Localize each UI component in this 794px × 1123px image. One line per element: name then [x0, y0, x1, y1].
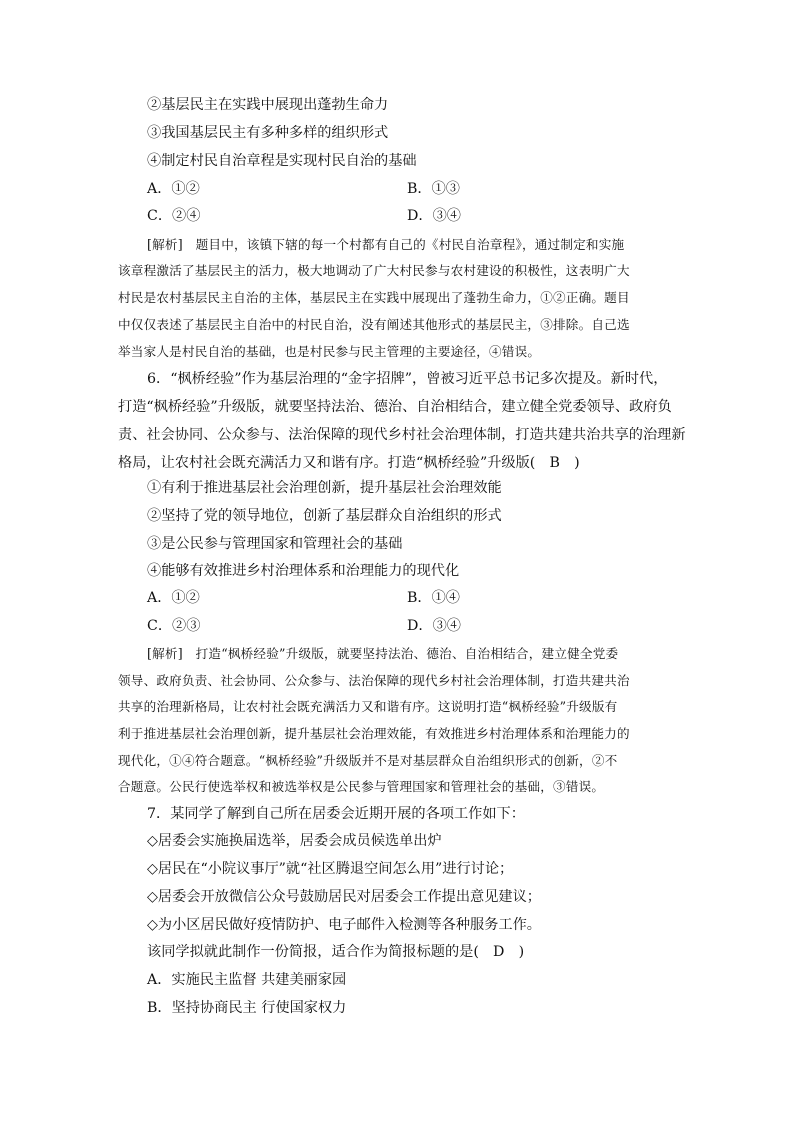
- q6-statement-1: ①有利于推进基层社会治理创新，提升基层社会治理效能: [147, 480, 502, 496]
- q6-statement-4: ④能够有效推进乡村治理体系和治理能力的现代化: [147, 563, 460, 579]
- q7-item: ◇居委会实施换届选举，居委会成员候选单出炉: [147, 833, 442, 849]
- q6-explanation-line: 现代化，①④符合题意。“枫桥经验”升级版并不是对基层群众自治组织形式的创新，②不: [118, 753, 618, 768]
- q6-stem-line: 6．“枫桥经验”作为基层治理的“金字招牌”，曾被习近平总书记多次提及。新时代，: [147, 371, 668, 387]
- q6-explanation-line: 领导、政府负责、社会协同、公众参与、法治保障的现代乡村社会治理体制，打造共建共治: [118, 673, 630, 688]
- q5-option-c: C．②④: [147, 208, 201, 224]
- q5-option-a: A．①②: [147, 181, 200, 197]
- q7-item: ◇居民在“小院议事厅”就“社区腾退空间怎么用”进行讨论；: [147, 861, 514, 877]
- q6-option-b: B．①④: [407, 590, 460, 606]
- q7-stem: 7．某同学了解到自己所在居委会近期开展的各项工作如下：: [147, 806, 525, 822]
- q6-statement-2: ②坚持了党的领导地位，创新了基层群众自治组织的形式: [147, 508, 502, 524]
- q5-explanation-line: 该章程激活了基层民主的活力，极大地调动了广大村民参与农村建设的积极性，这表明广大: [118, 263, 630, 278]
- q5-option-d: D．③④: [407, 208, 461, 224]
- q6-stem-line: 格局，让农村社会既充满活力又和谐有序。打造“枫桥经验”升级版( B ): [118, 455, 580, 471]
- q6-option-d: D．③④: [407, 618, 461, 634]
- q6-option-c: C．②③: [147, 618, 201, 634]
- q5-option-b: B．①③: [407, 181, 460, 197]
- q5-statement-4: ④制定村民自治章程是实现村民自治的基础: [147, 153, 417, 169]
- q7-option-a: A．实施民主监督 共建美丽家园: [147, 972, 347, 988]
- q6-explanation-line: 利于推进基层社会治理创新，提升基层社会治理效能，有效推进乡村治理体系和治理能力的: [118, 726, 630, 741]
- q5-explanation-line: 村民是农村基层民主自治的主体，基层民主在实践中展现出了蓬勃生命力，①②正确。题目: [118, 290, 630, 305]
- q6-option-a: A．①②: [147, 590, 200, 606]
- q5-explanation-line: 中仅仅表述了基层民主自治中的村民自治，没有阐述其他形式的基层民主，③排除。自己选: [118, 317, 630, 332]
- q5-explanation-line: [解析] 题目中，该镇下辖的每一个村都有自己的《村民自治章程》，通过制定和实施: [147, 237, 625, 252]
- q7-question: 该同学拟就此制作一份简报，适合作为简报标题的是( D ): [147, 944, 525, 960]
- q7-item: ◇为小区居民做好疫情防护、电子邮件入检测等各种服务工作。: [147, 917, 541, 933]
- q6-explanation-line: 共享的治理新格局，让农村社会既充满活力又和谐有序。这说明打造“枫桥经验”升级版有: [118, 699, 618, 714]
- q7-option-b: B．坚持协商民主 行使国家权力: [147, 1000, 347, 1016]
- q6-stem-line: 打造“枫桥经验”升级版，就要坚持法治、德治、自治相结合，建立健全党委领导、政府负: [118, 399, 672, 415]
- q6-explanation-line: 合题意。公民行使选举权和被选举权是公民参与管理国家和管理社会的基础，③错误。: [118, 779, 605, 794]
- q6-stem-line: 责、社会协同、公众参与、法治保障的现代乡村社会治理体制，打造共建共治共享的治理新: [118, 427, 686, 443]
- q5-statement-3: ③我国基层民主有多种多样的组织形式: [147, 125, 389, 141]
- q6-explanation-line: [解析] 打造“枫桥经验”升级版，就要坚持法治、德治、自治相结合，建立健全党委: [147, 646, 619, 661]
- q7-item: ◇居委会开放微信公众号鼓励居民对居委会工作提出意见建议；: [147, 889, 541, 905]
- q6-statement-3: ③是公民参与管理国家和管理社会的基础: [147, 536, 403, 552]
- q5-statement-2: ②基层民主在实践中展现出蓬勃生命力: [147, 97, 389, 113]
- q5-explanation-line: 举当家人是村民自治的基础，也是村民参与民主管理的主要途径，④错误。: [118, 344, 541, 359]
